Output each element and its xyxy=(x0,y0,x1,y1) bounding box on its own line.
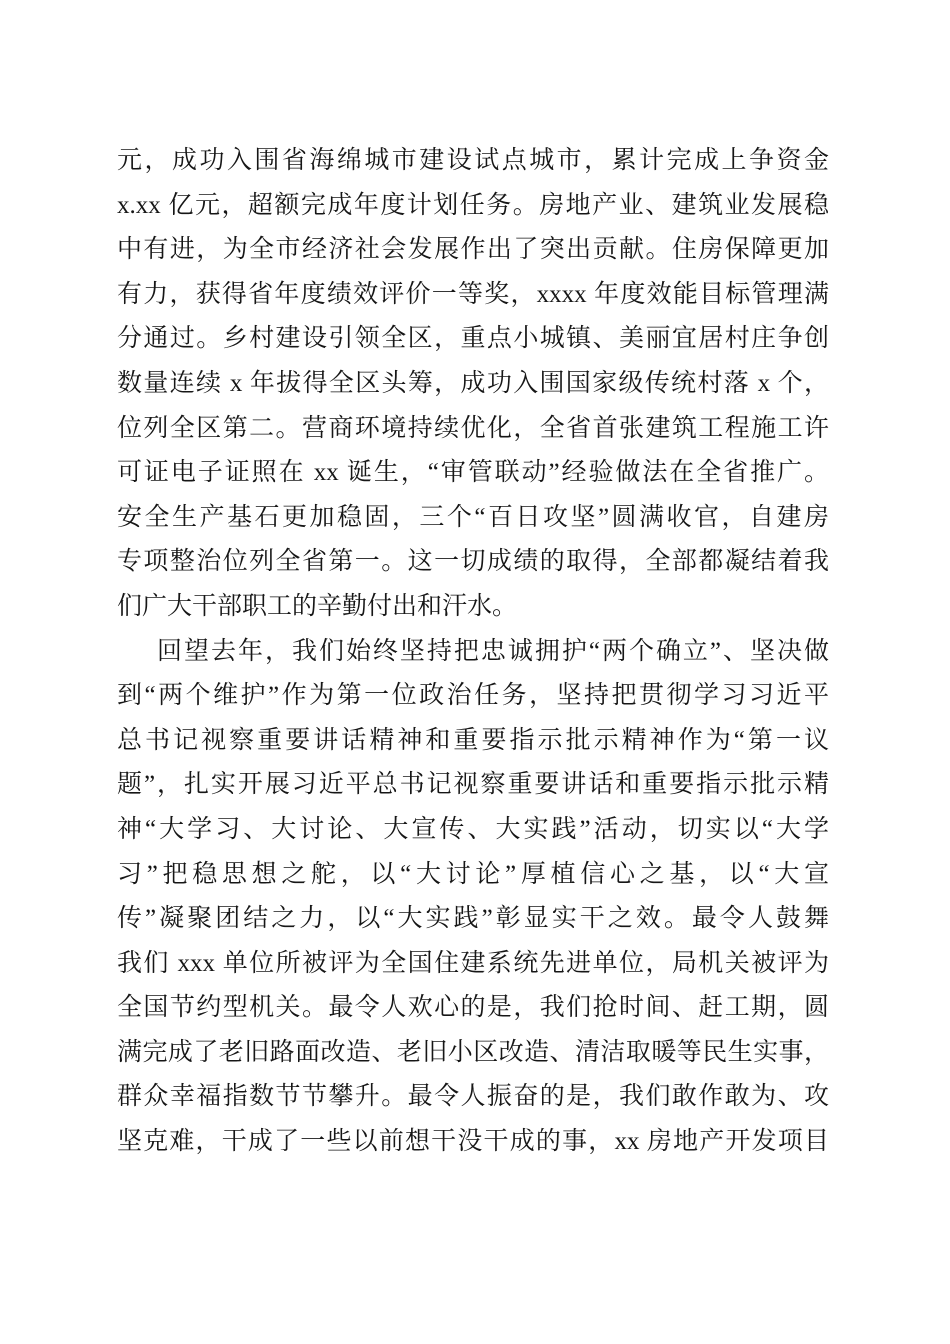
text-line: 我们 xxx 单位所被评为全国住建系统先进单位，局机关被评为 xyxy=(117,949,829,977)
document-body xyxy=(117,139,829,1165)
text-line: 可证电子证照在 xx 诞生，“审管联动”经验做法在全省推广。 xyxy=(117,459,829,487)
text-line: 题”，扎实开展习近平总书记视察重要讲话和重要指示批示精 xyxy=(117,771,829,799)
text-line: 习”把稳思想之舵，以“大讨论”厚植信心之基，以“大宣 xyxy=(117,860,829,888)
text-line: 全国节约型机关。最令人欢心的是，我们抢时间、赶工期，圆 xyxy=(117,994,829,1022)
text-line: 到“两个维护”作为第一位政治任务，坚持把贯彻学习习近平 xyxy=(117,682,829,710)
text-line: 元，成功入围省海绵城市建设试点城市，累计完成上争资金 xyxy=(117,147,829,174)
text-line: 们广大干部职工的辛勤付出和汗水。 xyxy=(117,592,518,620)
paragraph xyxy=(117,630,829,1165)
text-line: 神“大学习、大讨论、大宣传、大实践”活动，切实以“大学 xyxy=(117,815,829,843)
text-line: 群众幸福指数节节攀升。最令人振奋的是，我们敢作敢为、攻 xyxy=(117,1083,829,1111)
text-line: 传”凝聚团结之力，以“大实践”彰显实干之效。最令人鼓舞 xyxy=(117,905,829,933)
text-line: 安全生产基石更加稳固，三个“百日攻坚”圆满收官，自建房 xyxy=(117,503,829,531)
text-line: 中有进，为全市经济社会发展作出了突出贡献。住房保障更加 xyxy=(117,236,829,264)
text-line: 坚克难，干成了一些以前想干没干成的事，xx 房地产开发项目 xyxy=(117,1128,829,1156)
text-line: 位列全区第二。营商环境持续优化，全省首张建筑工程施工许 xyxy=(117,414,829,442)
text-line: x.xx 亿元，超额完成年度计划任务。房地产业、建筑业发展稳 xyxy=(117,191,829,219)
text-line: 分通过。乡村建设引领全区，重点小城镇、美丽宜居村庄争创 xyxy=(117,325,829,353)
text-line: 有力，获得省年度绩效评价一等奖，xxxx 年度效能目标管理满 xyxy=(117,280,829,308)
text-line: 满完成了老旧路面改造、老旧小区改造、清洁取暖等民生实事， xyxy=(117,1038,829,1066)
paragraph xyxy=(117,139,829,630)
text-line: 回望去年，我们始终坚持把忠诚拥护“两个确立”、坚决做 xyxy=(157,637,829,665)
text-line: 总书记视察重要讲话精神和重要指示批示精神作为“第一议 xyxy=(117,726,829,754)
text-line: 数量连续 x 年拔得全区头筹，成功入围国家级传统村落 x 个， xyxy=(117,369,829,397)
text-line: 专项整治位列全省第一。这一切成绩的取得，全部都凝结着我 xyxy=(117,548,829,576)
